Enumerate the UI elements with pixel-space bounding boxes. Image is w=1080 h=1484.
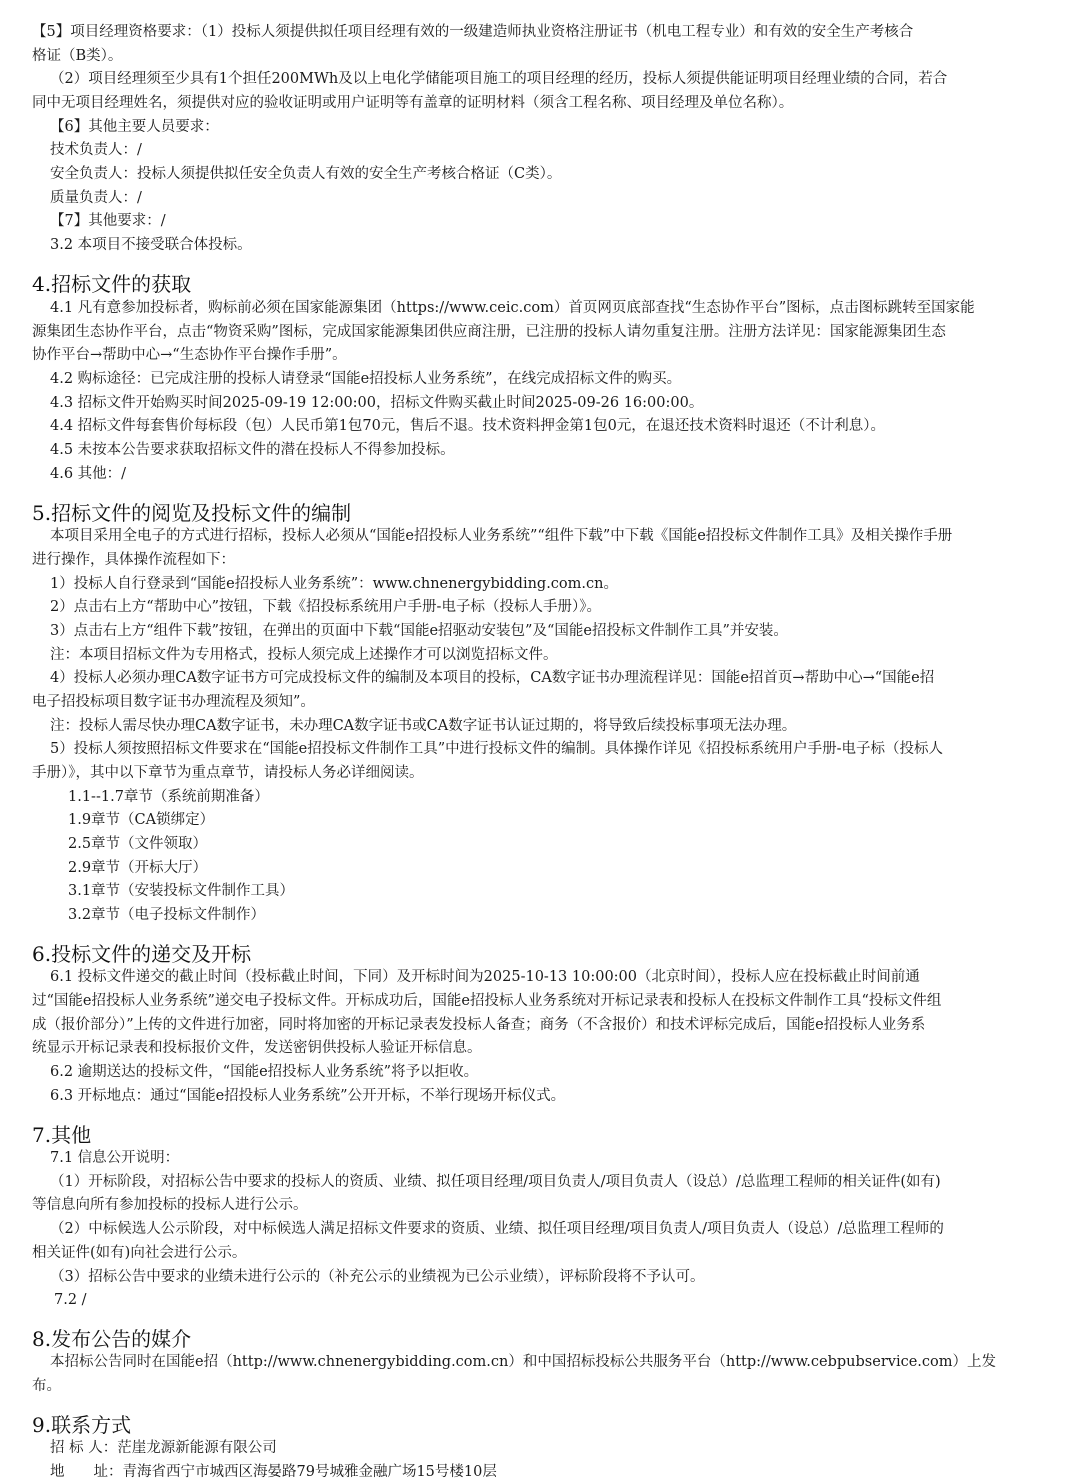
paragraph-line: 3.2 本项目不接受联合体投标。 — [50, 237, 252, 253]
paragraph-line: 格证（B类）。 — [32, 48, 123, 64]
paragraph-line: 技术负责人：/ — [50, 142, 142, 158]
paragraph-line: （2）项目经理须至少具有1个担任200MWh及以上电化学储能项目施工的项目经理的经历，投标人须提供能证明项目经理业绩的合同，若合 — [50, 71, 948, 87]
paragraph-line: 相关证件(如有)向社会进行公示。 — [32, 1245, 247, 1261]
paragraph-line: 6.2 逾期送达的投标文件，“国能e招投标人业务系统”将予以拒收。 — [50, 1064, 479, 1080]
chapter-item: 1.1--1.7章节（系统前期准备） — [68, 789, 269, 805]
chapter-item: 3.1章节（安装投标文件制作工具） — [68, 883, 295, 899]
paragraph-line: 6.3 开标地点：通过“国能e招投标人业务系统”公开开标，不举行现场开标仪式。 — [50, 1088, 566, 1104]
paragraph-line: （3）招标公告中要求的业绩未进行公示的（补充公示的业绩视为已公示业绩），评标阶段将不予认可。 — [50, 1269, 705, 1285]
paragraph-line: 同中无项目经理姓名，须提供对应的验收证明或用户证明等有盖章的证明材料（须含工程名称、项目经理及单位名称）。 — [32, 95, 794, 111]
section-heading-5: 5.招标文件的阅览及投标文件的编制 — [32, 501, 352, 525]
paragraph-line: 【5】项目经理资格要求：（1）投标人须提供拟任项目经理有效的一级建造师执业资格注册证书（机电工程专业）和有效的安全生产考核合 — [32, 24, 914, 40]
paragraph-line: 进行操作，具体操作流程如下： — [32, 552, 235, 568]
paragraph-line: 布。 — [32, 1378, 61, 1394]
chapter-item: 3.2章节（电子投标文件制作） — [68, 907, 266, 923]
paragraph-line: 2）点击右上方“帮助中心”按钮，下载《招投标系统用户手册-电子标（投标人手册）》。 — [50, 599, 601, 615]
section-heading-6: 6.投标文件的递交及开标 — [32, 942, 252, 966]
paragraph-line: 4.4 招标文件每套售价每标段（包）人民币第1包70元，售后不退。技术资料押金第1包0元，在退还技术资料时退还（不计利息）。 — [50, 418, 886, 434]
paragraph-line: 统显示开标记录表和投标报价文件，发送密钥供投标人验证开标信息。 — [32, 1040, 482, 1056]
paragraph-line: 电子招投标项目数字证书办理流程及须知”。 — [32, 694, 315, 710]
paragraph-line: 4.2 购标途径：已完成注册的投标人请登录“国能e招投标人业务系统”，在线完成招标文件的购买。 — [50, 371, 682, 387]
paragraph-line: 7.2 / — [54, 1292, 87, 1308]
paragraph-line: 【7】其他要求：/ — [50, 213, 166, 229]
chapter-item: 2.9章节（开标大厅） — [68, 860, 208, 876]
contact-tenderer: 招 标 人：茫崖龙源新能源有限公司 — [50, 1440, 277, 1456]
paragraph-line: 安全负责人：投标人须提供拟任安全负责人有效的安全生产考核合格证（C类）。 — [50, 166, 562, 182]
paragraph-line: （1）开标阶段，对招标公告中要求的投标人的资质、业绩、拟任项目经理/项目负责人/项目负责人（设总）/总监理工程师的相关证件(如有) — [50, 1174, 941, 1190]
chapter-item: 2.5章节（文件领取） — [68, 836, 208, 852]
paragraph-line: 过“国能e招投标人业务系统”递交电子投标文件。开标成功后，国能e招投标人业务系统对开标记录表和投标人在投标文件制作工具“投标文件组 — [32, 993, 942, 1009]
paragraph-line: 手册）》，其中以下章节为重点章节，请投标人务必详细阅读。 — [32, 765, 424, 781]
paragraph-line: 4.5 未按本公告要求获取招标文件的潜在投标人不得参加投标。 — [50, 442, 455, 458]
section-heading-8: 8.发布公告的媒介 — [32, 1327, 192, 1351]
paragraph-line: 5）投标人须按照招标文件要求在“国能e招投标文件制作工具”中进行投标文件的编制。具体操作详见《招投标系统用户手册-电子标（投标人 — [50, 741, 944, 757]
paragraph-line: 注：本项目招标文件为专用格式，投标人须完成上述操作才可以浏览招标文件。 — [50, 647, 558, 663]
paragraph-line: 质量负责人：/ — [50, 190, 142, 206]
paragraph-line: 4.6 其他：/ — [50, 466, 127, 482]
chapter-item: 1.9章节（CA锁绑定） — [68, 812, 215, 828]
paragraph-line: 3）点击右上方“组件下载”按钮，在弹出的页面中下载“国能e招驱动安装包”及“国能e招投标文件制作工具”并安装。 — [50, 623, 788, 639]
section-heading-9: 9.联系方式 — [32, 1413, 132, 1437]
paragraph-line: 4）投标人必须办理CA数字证书方可完成投标文件的编制及本项目的投标，CA数字证书办理流程详见：国能e招首页→帮助中心→“国能e招 — [50, 670, 935, 686]
paragraph-line: 注：投标人需尽快办理CA数字证书，未办理CA数字证书或CA数字证书认证过期的，将导致后续投标事项无法办理。 — [50, 718, 797, 734]
paragraph-line: 1）投标人自行登录到“国能e招投标人业务系统”：www.chnenergybidding.com.cn。 — [50, 576, 618, 592]
paragraph-line: 本项目采用全电子的方式进行招标，投标人必须从“国能e招投标人业务系统”“组件下载”中下载《国能e招投标文件制作工具》及相关操作手册 — [50, 528, 953, 544]
paragraph-line: 成（报价部分）”上传的文件进行加密，同时将加密的开标记录表发投标人备查；商务（不含报价）和技术评标完成后，国能e招投标人业务系 — [32, 1017, 926, 1033]
paragraph-line: 7.1 信息公开说明： — [50, 1150, 180, 1166]
paragraph-line: 6.1 投标文件递交的截止时间（投标截止时间，下同）及开标时间为2025-10-13 10:00:00（北京时间），投标人应在投标截止时间前通 — [50, 969, 920, 985]
paragraph-line: 【6】其他主要人员要求： — [50, 119, 219, 135]
section-heading-7: 7.其他 — [32, 1123, 92, 1147]
paragraph-line: 源集团生态协作平台，点击“物资采购”图标，完成国家能源集团供应商注册，已注册的投标人请勿重复注册。注册方法详见：国家能源集团生态 — [32, 324, 946, 340]
paragraph-line: 协作平台→帮助中心→“生态协作平台操作手册”。 — [32, 347, 347, 363]
paragraph-line: （2）中标候选人公示阶段，对中标候选人满足招标文件要求的资质、业绩、拟任项目经理/项目负责人/项目负责人（设总）/总监理工程师的 — [50, 1221, 944, 1237]
contact-address: 地 址：青海省西宁市城西区海晏路79号城雅金融广场15号楼10层 — [50, 1464, 497, 1480]
paragraph-line: 等信息向所有参加投标的投标人进行公示。 — [32, 1197, 308, 1213]
paragraph-line: 4.1 凡有意参加投标者，购标前必须在国家能源集团（https://www.ceic.com）首页网页底部查找“生态协作平台”图标，点击图标跳转至国家能 — [50, 300, 975, 316]
paragraph-line: 4.3 招标文件开始购买时间2025-09-19 12:00:00，招标文件购买截止时间2025-09-26 16:00:00。 — [50, 395, 704, 411]
section-heading-4: 4.招标文件的获取 — [32, 272, 192, 296]
paragraph-line: 本招标公告同时在国能e招（http://www.chnenergybidding.com.cn）和中国招标投标公共服务平台（http://www.cebpubservice.com）上发 — [50, 1354, 996, 1370]
